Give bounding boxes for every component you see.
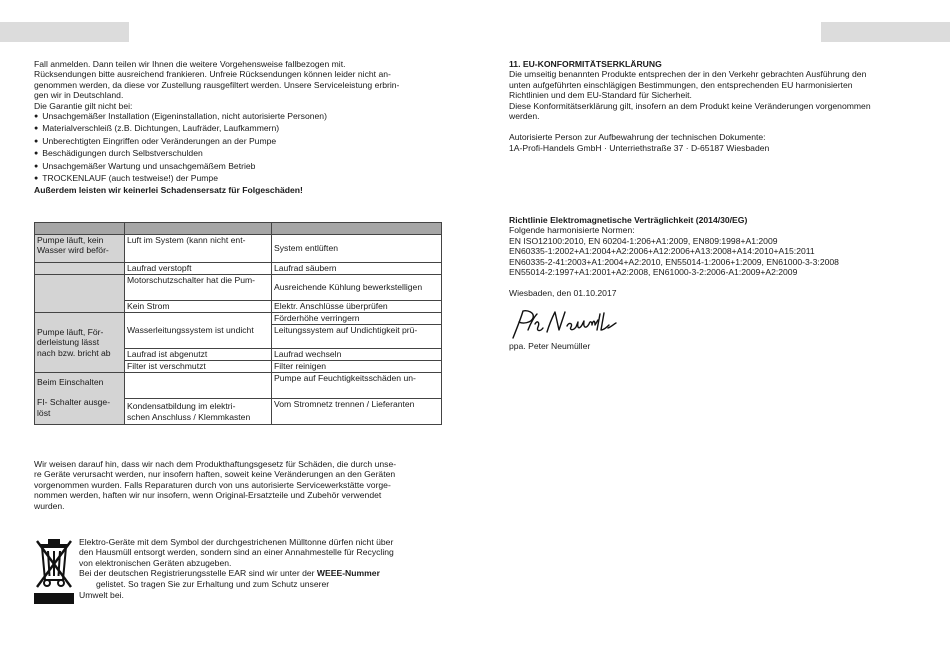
solution-cell: Leitungssystem auf Undichtigkeit prü-	[272, 325, 442, 349]
problem-text: nach bzw. bricht ab	[37, 347, 111, 358]
warranty-intro	[34, 59, 399, 196]
cause-cell: Filter ist verschmutzt	[125, 361, 272, 373]
solution-cell: Elektr. Anschlüsse überprüfen	[272, 301, 442, 313]
text-line: gen wir in Deutschland.	[34, 90, 124, 101]
text-line: den Hausmüll entsorgt werden, sondern sind an einer Annahmestelle für Recycling	[79, 547, 394, 558]
text-line: nommen werden, haften wir nur insofern, wenn Original-Ersatzteile und Zubehör verwendet	[34, 490, 382, 501]
eu-declaration	[509, 59, 871, 153]
text-line: Diese Konformitätserklärung gilt, insofern an dem Produkt keine Veränderungen vorgenommen	[509, 100, 871, 111]
text-line: Die Garantie gilt nicht bei:	[34, 100, 133, 111]
page-tab-right	[821, 22, 950, 42]
authorized-company: 1A-Profi-Handels GmbH · Unterriethstraße 37 · D-65187 Wiesbaden	[509, 142, 770, 153]
cause-cell	[125, 399, 272, 425]
text-line: Die umseitig benannten Produkte entsprechen der in den Verkehr gebrachten Ausführung den	[509, 69, 867, 80]
weee-notice	[79, 537, 394, 600]
text-line: vorgenommen wurden. Falls Reparaturen durch von uns autorisierte Servicewerkstätte vorge-	[34, 479, 391, 490]
cause-cell: Laufrad verstopft	[125, 263, 272, 275]
problem-text: Pumpe läuft, För-	[37, 326, 104, 337]
text-line: unten aufgeführten einschlägigen Bestimmungen, den entsprechenden EU harmonisierten	[509, 79, 853, 90]
solution-cell: Laufrad wechseln	[272, 349, 442, 361]
text-line: Fall anmelden. Dann teilen wir Ihnen die weitere Vorgehensweise fallbezogen mit.	[34, 59, 346, 69]
problem-cell	[35, 263, 125, 275]
solution-cell: System entlüften	[272, 235, 442, 263]
norm-line: EN60335-1:2002+A1:2004+A2:2006+A12:2006+A13:2008+A14:2010+A15:2011	[509, 246, 815, 257]
page-tab-left	[0, 22, 129, 42]
signer-name: ppa. Peter Neumüller	[509, 341, 591, 351]
text-line	[79, 568, 394, 578]
header-cell	[35, 223, 125, 235]
product-liability-paragraph	[34, 459, 396, 511]
cause-cell: Motorschutzschalter hat die Pum-	[125, 275, 272, 301]
table-row	[35, 373, 442, 399]
problem-text: derleistung lässt	[37, 337, 100, 348]
norm-line: Folgende harmonisierte Normen:	[509, 225, 635, 236]
table-row	[35, 275, 442, 301]
liability-note: Außerdem leisten wir keinerlei Schadensersatz für Folgeschäden!	[34, 185, 303, 196]
text-line: von elektronischen Geräten abzugeben.	[79, 557, 232, 568]
solution-cell: Laufrad säubern	[272, 263, 442, 275]
section-heading: 11. EU-KONFORMITÄTSERKLÄRUNG	[509, 59, 662, 69]
table-row	[35, 263, 442, 275]
text-line: re Geräte verursacht werden, nur insofern haften, soweit keine Veränderungen an den Geräten	[34, 469, 396, 480]
text-line: gelistet. So tragen Sie zur Erhaltung und zum Schutz unserer	[96, 578, 330, 589]
table-row	[35, 235, 442, 263]
problem-cell	[35, 313, 125, 373]
problem-text: löst	[37, 407, 51, 418]
norm-line: EN ISO12100:2010, EN 60204-1:206+A1:2009, EN809:1998+A1:2009	[509, 235, 778, 246]
cause-cell: Laufrad ist abgenutzt	[125, 349, 272, 361]
solution-cell: Pumpe auf Feuchtigkeitsschäden un-	[272, 373, 442, 399]
exclusion-item: ● Unsachgemäßer Installation (Eigeninstallation, nicht autorisierte Personen)	[34, 111, 399, 123]
weee-registration-text: Bei der deutschen Registrierungsstelle EAR sind wir unter der	[79, 568, 315, 579]
place-date: Wiesbaden, den 01.10.2017	[509, 288, 617, 299]
signature	[509, 308, 619, 340]
text-line: werden.	[509, 111, 540, 122]
emc-directive	[509, 215, 839, 299]
solution-cell: Ausreichende Kühlung bewerkstelligen	[272, 275, 442, 301]
problem-cell	[35, 275, 125, 313]
text-line: wurden.	[34, 500, 65, 511]
cause-cell	[125, 373, 272, 399]
problem-cell	[35, 373, 125, 425]
solution-cell: Vom Stromnetz trennen / Lieferanten	[272, 399, 442, 425]
text-line: Wir weisen darauf hin, dass wir nach dem Produkthaftungsgesetz für Schäden, die durch unse-	[34, 459, 397, 469]
problem-text: Beim Einschalten	[37, 377, 104, 387]
text-line: Richtlinien und dem EU-Standard für Sicherheit.	[509, 90, 692, 101]
cause-cell: Wasserleitungssystem ist undicht	[125, 313, 272, 349]
table-row	[35, 313, 442, 325]
text-line: genommen werden, da diese vor Zustellung rausgefiltert werden. Unsere Serviceleistung erbrin-	[34, 79, 400, 90]
exclusion-item: ● Materialverschleiß (z.B. Dichtungen, Laufräder, Laufkammern)	[34, 123, 399, 135]
exclusion-item: ● Beschädigungen durch Selbstverschulden	[34, 148, 399, 160]
exclusion-item: ● TROCKENLAUF (auch testweise!) der Pumpe	[34, 173, 399, 185]
cause-text: Kondensatbildung im elektri-	[127, 401, 236, 412]
solution-cell: Förderhöhe verringern	[272, 313, 442, 325]
norm-line: EN55014-2:1997+A1:2001+A2:2008, EN61000-3-2:2006-A1:2009+A2:2009	[509, 267, 798, 278]
problem-text: FI- Schalter ausge-	[37, 397, 111, 408]
table-header-row	[35, 223, 442, 235]
problem-text: Wasser wird beför-	[37, 245, 109, 256]
text-line: Rücksendungen bitte ausreichend frankieren. Unfreie Rücksendungen können leider nicht an-	[34, 69, 391, 80]
header-cell	[272, 223, 442, 235]
troubleshooting-table	[34, 222, 442, 425]
header-cell	[125, 223, 272, 235]
directive-heading: Richtlinie Elektromagnetische Verträglichkeit (2014/30/EG)	[509, 215, 748, 225]
problem-cell	[35, 235, 125, 263]
norm-line: EN60335-2-41:2003+A1:2004+A2:2010, EN55014-1:2006+1:2009, EN61000-3-3:2008	[509, 256, 839, 267]
problem-text: Pumpe läuft, kein	[37, 235, 104, 245]
text-line: Umwelt bei.	[79, 590, 124, 601]
cause-cell: Kein Strom	[125, 301, 272, 313]
cause-text: schen Anschluss / Klemmkasten	[127, 411, 251, 422]
weee-bin-icon	[34, 538, 74, 604]
weee-number-label: WEEE-Nummer	[316, 568, 380, 579]
authorized-label: Autorisierte Person zur Aufbewahrung der technischen Dokumente:	[509, 132, 766, 143]
solution-cell: Filter reinigen	[272, 361, 442, 373]
exclusion-item: ● Unsachgemäßer Wartung und unsachgemäßem Betrieb	[34, 161, 399, 173]
text-line: Elektro-Geräte mit dem Symbol der durchgestrichenen Mülltonne dürfen nicht über	[79, 537, 394, 547]
exclusion-item: ● Unberechtigten Eingriffen oder Veränderungen an der Pumpe	[34, 136, 399, 148]
cause-cell: Luft im System (kann nicht ent-	[125, 235, 272, 263]
